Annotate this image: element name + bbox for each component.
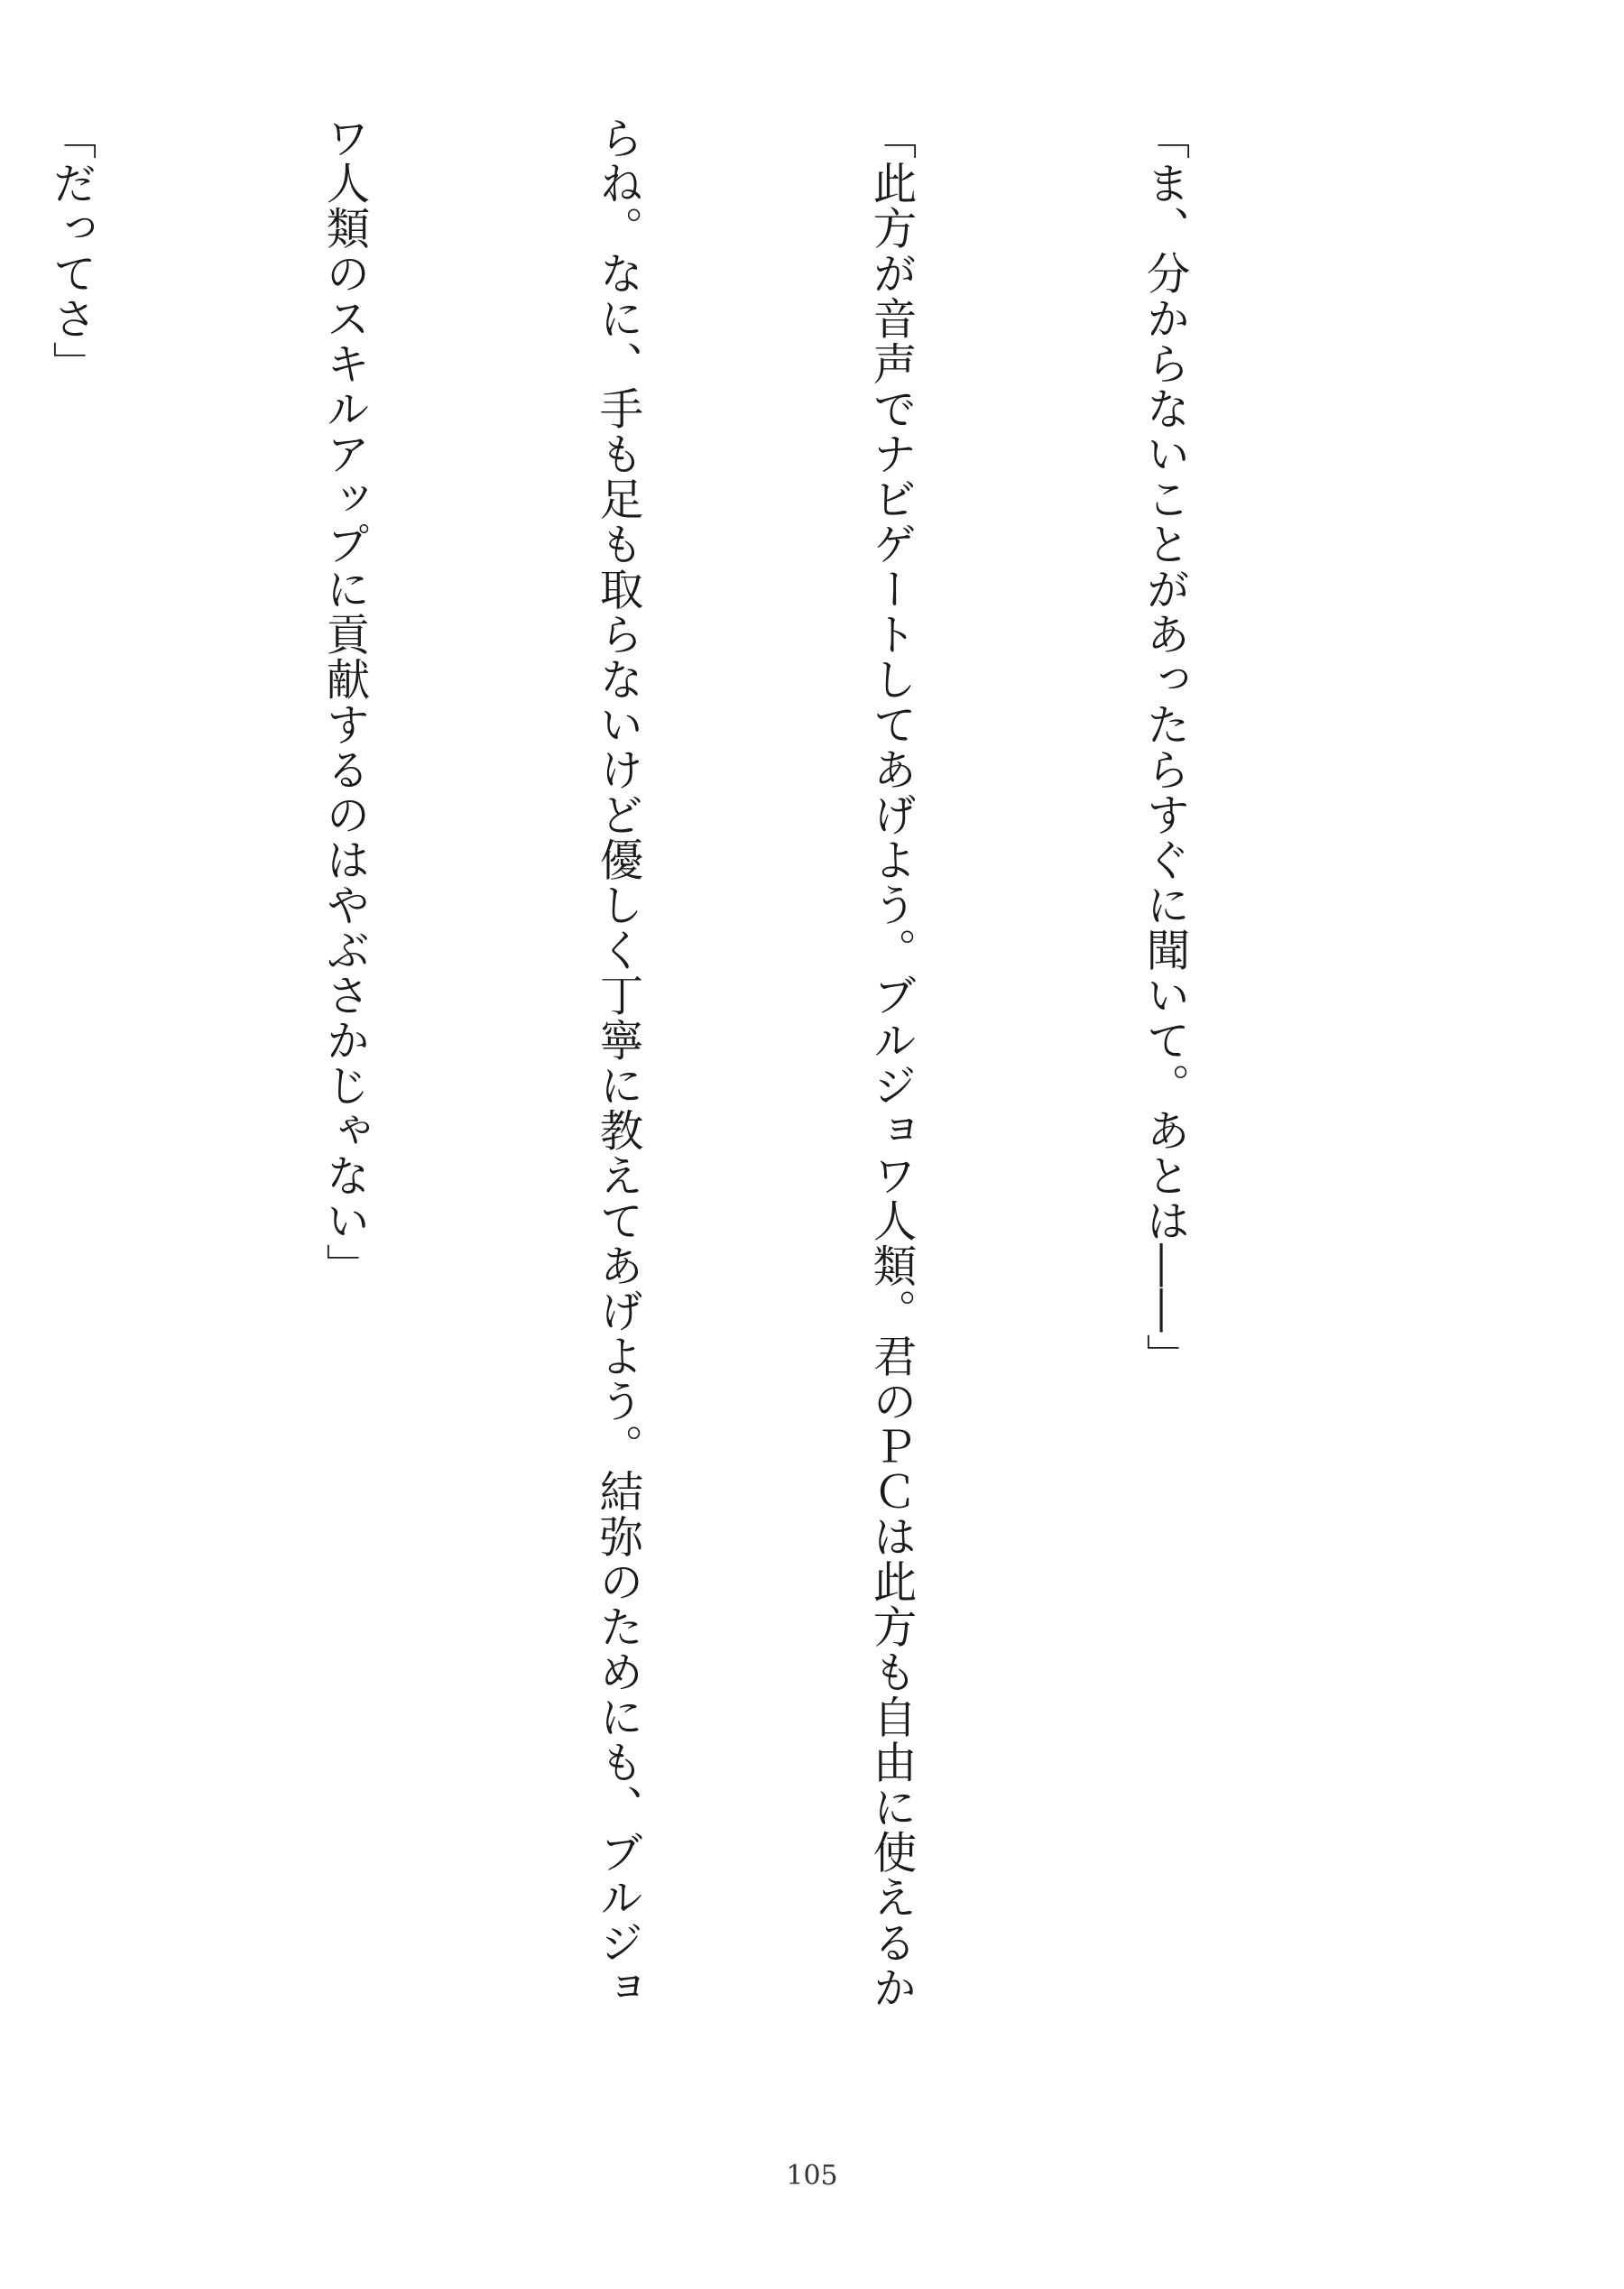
text-line: 「だってさ」 [45, 115, 96, 386]
page-number: 105 [786, 2160, 838, 2192]
text-line: ワ人類のスキルアップに貢献するのはやぶさかじゃない」 [318, 115, 369, 1288]
vertical-text-body [45, 115, 1391, 2028]
text-line: らね。なに、手も足も取らないけど優しく丁寧に教えてあげよう。結弥のためにも、ブルジョ [592, 115, 642, 2010]
text-line: 「ま、分からないことがあったらすぐに聞いて。あとは――」 [1139, 115, 1189, 1379]
text-line: 「此方が音声でナビゲートしてあげよう。ブルジョワ人類。君のＰＣは此方も自由に使えるか [865, 115, 916, 2010]
